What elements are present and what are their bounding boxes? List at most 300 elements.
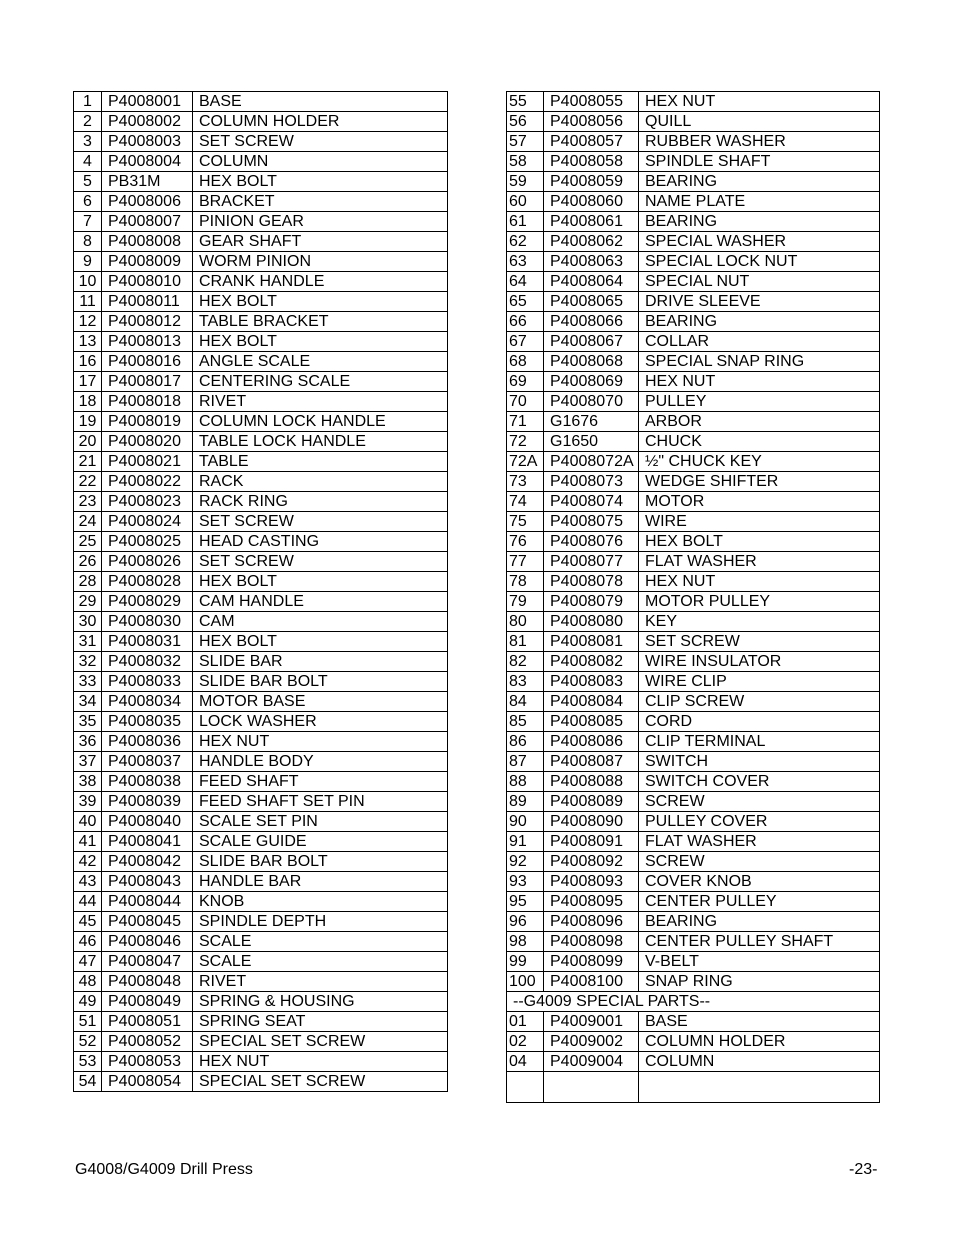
part-number: PB31M (102, 172, 193, 192)
ref-number: 24 (74, 512, 102, 532)
ref-number: 26 (74, 552, 102, 572)
ref-number: 75 (507, 512, 544, 532)
ref-number: 17 (74, 372, 102, 392)
part-description: HEX NUT (193, 1052, 448, 1072)
table-row (507, 252, 880, 272)
part-number: P4008069 (544, 372, 639, 392)
table-row (74, 392, 448, 412)
part-number: P4008075 (544, 512, 639, 532)
table-row (507, 272, 880, 292)
part-description: FLAT WASHER (639, 552, 880, 572)
ref-number: 83 (507, 672, 544, 692)
part-description: TABLE LOCK HANDLE (193, 432, 448, 452)
table-row (74, 592, 448, 612)
part-description: CLIP TERMINAL (639, 732, 880, 752)
part-description: PULLEY (639, 392, 880, 412)
ref-number: 37 (74, 752, 102, 772)
ref-number: 35 (74, 712, 102, 732)
footer-document-title: G4008/G4009 Drill Press (75, 1161, 253, 1178)
table-row (74, 912, 448, 932)
ref-number: 60 (507, 192, 544, 212)
ref-number: 65 (507, 292, 544, 312)
ref-number: 01 (507, 1012, 544, 1032)
part-number: P4008037 (102, 752, 193, 772)
part-number: P4008056 (544, 112, 639, 132)
table-row (74, 1052, 448, 1072)
part-number: P4008053 (102, 1052, 193, 1072)
ref-number: 16 (74, 352, 102, 372)
ref-number: 77 (507, 552, 544, 572)
table-row (74, 532, 448, 552)
ref-number: 23 (74, 492, 102, 512)
part-description: GEAR SHAFT (193, 232, 448, 252)
ref-number: 78 (507, 572, 544, 592)
ref-number: 02 (507, 1032, 544, 1052)
part-number: P4008051 (102, 1012, 193, 1032)
part-description: SET SCREW (193, 132, 448, 152)
part-number: G1650 (544, 432, 639, 452)
part-number: P4008018 (102, 392, 193, 412)
table-row (507, 832, 880, 852)
part-number: P4008087 (544, 752, 639, 772)
part-number: P4009004 (544, 1052, 639, 1072)
part-number: P4008100 (544, 972, 639, 992)
ref-number: 11 (74, 292, 102, 312)
part-number: P4008063 (544, 252, 639, 272)
part-description: COVER KNOB (639, 872, 880, 892)
part-number: P4008046 (102, 932, 193, 952)
part-description: PINION GEAR (193, 212, 448, 232)
ref-number: 82 (507, 652, 544, 672)
table-row (74, 672, 448, 692)
part-number: P4008020 (102, 432, 193, 452)
part-number: P4008024 (102, 512, 193, 532)
part-number: P4008034 (102, 692, 193, 712)
part-description: WEDGE SHIFTER (639, 472, 880, 492)
ref-number: 18 (74, 392, 102, 412)
part-description: HEX BOLT (193, 172, 448, 192)
part-description: COLUMN LOCK HANDLE (193, 412, 448, 432)
ref-number: 88 (507, 772, 544, 792)
table-row (507, 132, 880, 152)
part-number: P4008031 (102, 632, 193, 652)
ref-number: 98 (507, 932, 544, 952)
part-description: RACK RING (193, 492, 448, 512)
part-number: P4008008 (102, 232, 193, 252)
ref-number: 62 (507, 232, 544, 252)
table-row (507, 1052, 880, 1072)
table-row (507, 152, 880, 172)
footer-page-number: -23- (849, 1161, 878, 1178)
ref-number: 61 (507, 212, 544, 232)
part-number: P4008057 (544, 132, 639, 152)
part-description: TABLE BRACKET (193, 312, 448, 332)
part-number: P4008013 (102, 332, 193, 352)
part-description: KEY (639, 612, 880, 632)
ref-number: 31 (74, 632, 102, 652)
table-row (507, 532, 880, 552)
table-row (74, 372, 448, 392)
part-description: MOTOR PULLEY (639, 592, 880, 612)
table-row (74, 952, 448, 972)
part-number: P4008033 (102, 672, 193, 692)
empty-cell (544, 1072, 639, 1103)
part-description: ½" CHUCK KEY (639, 452, 880, 472)
ref-number: 28 (74, 572, 102, 592)
ref-number: 25 (74, 532, 102, 552)
ref-number: 45 (74, 912, 102, 932)
table-row (507, 892, 880, 912)
part-number: P4008017 (102, 372, 193, 392)
part-number: P4008049 (102, 992, 193, 1012)
part-number: P4008080 (544, 612, 639, 632)
part-number: P4008092 (544, 852, 639, 872)
part-number: P4008047 (102, 952, 193, 972)
part-description: CENTER PULLEY (639, 892, 880, 912)
part-number: P4008038 (102, 772, 193, 792)
ref-number: 1 (74, 92, 102, 112)
part-description: BEARING (639, 212, 880, 232)
ref-number: 10 (74, 272, 102, 292)
part-description: WORM PINION (193, 252, 448, 272)
table-row (74, 192, 448, 212)
part-number: P4008093 (544, 872, 639, 892)
part-number: P4008041 (102, 832, 193, 852)
part-number: P4008001 (102, 92, 193, 112)
part-number: P4008095 (544, 892, 639, 912)
table-row (507, 952, 880, 972)
part-number: P4008025 (102, 532, 193, 552)
table-row (74, 1072, 448, 1092)
part-number: P4008004 (102, 152, 193, 172)
ref-number: 8 (74, 232, 102, 252)
table-row (74, 872, 448, 892)
empty-cell (639, 1072, 880, 1103)
table-row (507, 112, 880, 132)
part-description: HEX NUT (639, 572, 880, 592)
ref-number: 72A (507, 452, 544, 472)
part-number: P4008062 (544, 232, 639, 252)
part-number: P4008012 (102, 312, 193, 332)
section-heading: --G4009 SPECIAL PARTS-- (507, 992, 880, 1012)
table-row (74, 552, 448, 572)
part-description: CORD (639, 712, 880, 732)
part-number: P4008026 (102, 552, 193, 572)
table-row (74, 652, 448, 672)
table-row (507, 292, 880, 312)
part-description: COLUMN HOLDER (193, 112, 448, 132)
part-number: P4008084 (544, 692, 639, 712)
table-row (74, 752, 448, 772)
table-row (74, 132, 448, 152)
ref-number: 52 (74, 1032, 102, 1052)
part-description: HEX BOLT (193, 572, 448, 592)
part-description: SCALE GUIDE (193, 832, 448, 852)
part-description: SPECIAL SET SCREW (193, 1032, 448, 1052)
table-row (74, 932, 448, 952)
part-description: CHUCK (639, 432, 880, 452)
part-number: P4008055 (544, 92, 639, 112)
table-row (74, 852, 448, 872)
table-row (507, 312, 880, 332)
table-row (507, 612, 880, 632)
ref-number: 22 (74, 472, 102, 492)
ref-number: 51 (74, 1012, 102, 1032)
ref-number: 95 (507, 892, 544, 912)
ref-number: 99 (507, 952, 544, 972)
part-number: P4008023 (102, 492, 193, 512)
part-description: BRACKET (193, 192, 448, 212)
part-description: SLIDE BAR BOLT (193, 852, 448, 872)
part-description: WIRE INSULATOR (639, 652, 880, 672)
ref-number: 66 (507, 312, 544, 332)
ref-number: 42 (74, 852, 102, 872)
table-row (507, 1032, 880, 1052)
ref-number: 20 (74, 432, 102, 452)
table-row (74, 152, 448, 172)
ref-number: 85 (507, 712, 544, 732)
part-description: CLIP SCREW (639, 692, 880, 712)
ref-number: 84 (507, 692, 544, 712)
ref-number: 100 (507, 972, 544, 992)
part-number: P4008082 (544, 652, 639, 672)
part-description: KNOB (193, 892, 448, 912)
table-row (507, 932, 880, 952)
ref-number: 12 (74, 312, 102, 332)
ref-number: 63 (507, 252, 544, 272)
ref-number: 80 (507, 612, 544, 632)
ref-number: 90 (507, 812, 544, 832)
table-row (507, 372, 880, 392)
table-row (507, 552, 880, 572)
ref-number: 67 (507, 332, 544, 352)
part-description: COLUMN HOLDER (639, 1032, 880, 1052)
table-row (507, 332, 880, 352)
part-description: RACK (193, 472, 448, 492)
ref-number: 40 (74, 812, 102, 832)
table-row (74, 172, 448, 192)
part-description: BEARING (639, 312, 880, 332)
part-description: V-BELT (639, 952, 880, 972)
part-number: G1676 (544, 412, 639, 432)
part-description: QUILL (639, 112, 880, 132)
ref-number: 87 (507, 752, 544, 772)
part-number: P4008028 (102, 572, 193, 592)
part-number: P4008070 (544, 392, 639, 412)
table-row (74, 732, 448, 752)
part-description: FLAT WASHER (639, 832, 880, 852)
part-number: P4008064 (544, 272, 639, 292)
table-row (74, 112, 448, 132)
table-row (74, 992, 448, 1012)
part-description: BASE (639, 1012, 880, 1032)
table-row (507, 812, 880, 832)
table-row (74, 452, 448, 472)
table-row (74, 572, 448, 592)
ref-number: 44 (74, 892, 102, 912)
ref-number: 34 (74, 692, 102, 712)
part-number: P4008077 (544, 552, 639, 572)
ref-number: 36 (74, 732, 102, 752)
part-number: P4008032 (102, 652, 193, 672)
part-description: SWITCH COVER (639, 772, 880, 792)
part-number: P4008085 (544, 712, 639, 732)
table-row (74, 972, 448, 992)
ref-number: 79 (507, 592, 544, 612)
table-row (507, 432, 880, 452)
part-description: FEED SHAFT (193, 772, 448, 792)
part-number: P4008029 (102, 592, 193, 612)
part-number: P4008059 (544, 172, 639, 192)
part-description: SET SCREW (193, 512, 448, 532)
ref-number: 4 (74, 152, 102, 172)
part-number: P4008099 (544, 952, 639, 972)
ref-number: 29 (74, 592, 102, 612)
table-row (507, 192, 880, 212)
part-description: BEARING (639, 172, 880, 192)
table-row (507, 452, 880, 472)
table-row (507, 392, 880, 412)
ref-number: 5 (74, 172, 102, 192)
part-description: BEARING (639, 912, 880, 932)
table-row (74, 772, 448, 792)
table-row (507, 352, 880, 372)
ref-number: 30 (74, 612, 102, 632)
part-description: HANDLE BAR (193, 872, 448, 892)
part-description: SCREW (639, 852, 880, 872)
table-row (74, 92, 448, 112)
part-number: P4008072A (544, 452, 639, 472)
parts-table-right (506, 91, 880, 1103)
part-number: P4008039 (102, 792, 193, 812)
part-description: WIRE CLIP (639, 672, 880, 692)
ref-number: 46 (74, 932, 102, 952)
ref-number: 73 (507, 472, 544, 492)
part-description: ARBOR (639, 412, 880, 432)
part-number: P4008058 (544, 152, 639, 172)
part-number: P4008090 (544, 812, 639, 832)
ref-number: 76 (507, 532, 544, 552)
table-row (507, 632, 880, 652)
table-row (74, 792, 448, 812)
ref-number: 54 (74, 1072, 102, 1092)
ref-number: 21 (74, 452, 102, 472)
part-description: SLIDE BAR BOLT (193, 672, 448, 692)
part-description: SCREW (639, 792, 880, 812)
empty-cell (507, 1072, 544, 1103)
ref-number: 41 (74, 832, 102, 852)
table-row (507, 672, 880, 692)
table-row (507, 692, 880, 712)
part-description: SLIDE BAR (193, 652, 448, 672)
table-row (507, 1012, 880, 1032)
part-description: TABLE (193, 452, 448, 472)
table-row (507, 752, 880, 772)
table-row (74, 332, 448, 352)
part-number: P4008068 (544, 352, 639, 372)
ref-number: 38 (74, 772, 102, 792)
part-number: P4008036 (102, 732, 193, 752)
table-row (74, 832, 448, 852)
ref-number: 33 (74, 672, 102, 692)
part-number: P4008002 (102, 112, 193, 132)
ref-number: 74 (507, 492, 544, 512)
part-number: P4008079 (544, 592, 639, 612)
table-row (507, 512, 880, 532)
table-row (74, 432, 448, 452)
part-description: ANGLE SCALE (193, 352, 448, 372)
part-number: P4009002 (544, 1032, 639, 1052)
table-row (74, 712, 448, 732)
table-row (74, 292, 448, 312)
part-number: P4008061 (544, 212, 639, 232)
ref-number: 04 (507, 1052, 544, 1072)
ref-number: 81 (507, 632, 544, 652)
part-description: CAM HANDLE (193, 592, 448, 612)
table-row (74, 692, 448, 712)
part-description: SCALE (193, 932, 448, 952)
part-description: SPRING & HOUSING (193, 992, 448, 1012)
ref-number: 86 (507, 732, 544, 752)
ref-number: 57 (507, 132, 544, 152)
ref-number: 3 (74, 132, 102, 152)
part-number: P4008016 (102, 352, 193, 372)
part-number: P4008074 (544, 492, 639, 512)
table-row (507, 212, 880, 232)
part-number: P4008060 (544, 192, 639, 212)
table-row (74, 472, 448, 492)
ref-number: 2 (74, 112, 102, 132)
table-row (507, 712, 880, 732)
ref-number: 64 (507, 272, 544, 292)
table-row (74, 1032, 448, 1052)
table-row (507, 652, 880, 672)
part-number: P4008045 (102, 912, 193, 932)
table-row (507, 172, 880, 192)
table-row (507, 492, 880, 512)
part-description: RIVET (193, 392, 448, 412)
part-description: CENTERING SCALE (193, 372, 448, 392)
part-number: P4008030 (102, 612, 193, 632)
part-description: RUBBER WASHER (639, 132, 880, 152)
part-description: SCALE (193, 952, 448, 972)
part-description: SPECIAL WASHER (639, 232, 880, 252)
part-number: P4008088 (544, 772, 639, 792)
table-row (507, 872, 880, 892)
table-row (507, 232, 880, 252)
part-description: SPECIAL SET SCREW (193, 1072, 448, 1092)
ref-number: 59 (507, 172, 544, 192)
empty-row (507, 1072, 880, 1103)
part-description: HEX BOLT (639, 532, 880, 552)
part-number: P4008010 (102, 272, 193, 292)
table-row (74, 812, 448, 832)
ref-number: 72 (507, 432, 544, 452)
part-description: MOTOR (639, 492, 880, 512)
ref-number: 6 (74, 192, 102, 212)
section-heading-row (507, 992, 880, 1012)
ref-number: 47 (74, 952, 102, 972)
table-row (74, 212, 448, 232)
part-description: SPECIAL NUT (639, 272, 880, 292)
part-description: HEX NUT (193, 732, 448, 752)
part-number: P4008054 (102, 1072, 193, 1092)
ref-number: 96 (507, 912, 544, 932)
part-description: MOTOR BASE (193, 692, 448, 712)
table-row (507, 852, 880, 872)
table-row (74, 272, 448, 292)
ref-number: 43 (74, 872, 102, 892)
